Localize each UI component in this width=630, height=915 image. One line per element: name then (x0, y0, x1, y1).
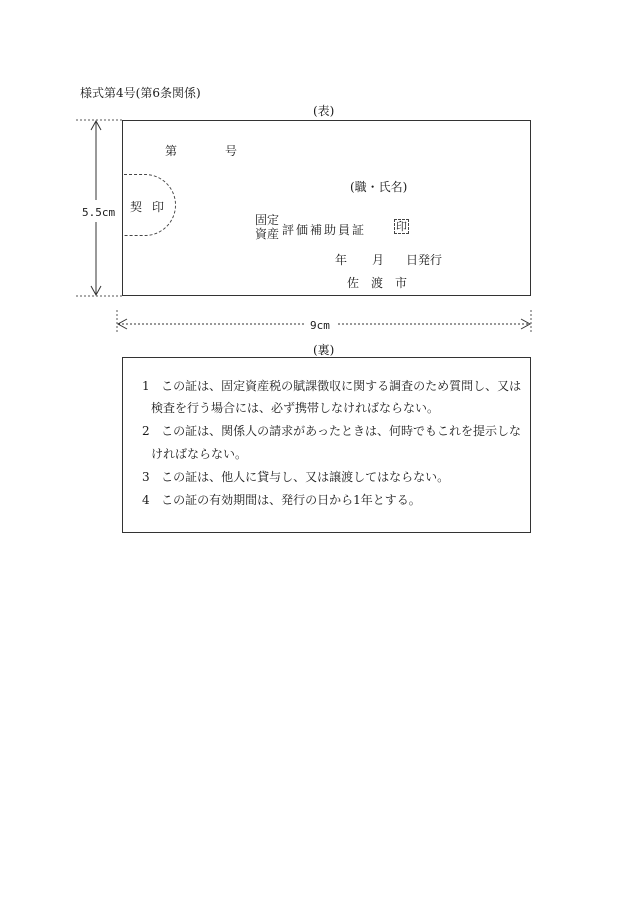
cert-prefix-line1: 固定 (255, 213, 280, 227)
city-name: 佐渡市 (347, 276, 420, 290)
number-suffix: 号 (225, 144, 238, 158)
card-front (122, 120, 531, 296)
issue-day: 日発行 (406, 253, 443, 267)
back-item-1-continuation: 検査を行う場合には、必ず携帯しなければならない。 (151, 401, 440, 415)
width-dimension-label: 9cm (304, 319, 336, 332)
item-number: 1 (142, 379, 150, 393)
item-text: この証は、固定資産税の賦課徴収に関する調査のため質問し、又は (161, 379, 522, 393)
back-item-4 (142, 492, 421, 508)
certificate-title: 評価補助員証 (282, 223, 367, 237)
position-name-field: (職・氏名) (350, 180, 408, 194)
number-prefix: 第 (165, 144, 178, 158)
tally-seal-label: 契印 (130, 200, 175, 214)
item-number: 4 (142, 493, 150, 507)
issue-month: 月 (372, 253, 385, 267)
form-title: 様式第4号(第6条関係) (80, 86, 201, 100)
item-text: この証は、他人に貸与し、又は譲渡してはならない。 (161, 470, 450, 484)
front-side-label: (表) (313, 104, 335, 118)
cert-prefix-line2: 資産 (255, 227, 280, 241)
issue-year: 年 (335, 253, 348, 267)
height-dimension-label: 5.5cm (82, 206, 116, 219)
item-number: 2 (142, 424, 150, 438)
back-item-1 (142, 378, 521, 394)
back-item-3 (142, 469, 449, 485)
back-item-2 (142, 423, 521, 439)
item-text: この証は、関係人の請求があったときは、何時でもこれを提示しな (161, 424, 521, 438)
item-number: 3 (142, 470, 150, 484)
back-side-label: (裏) (313, 343, 335, 357)
official-stamp: 印 (396, 220, 407, 233)
back-item-2-continuation: ければならない。 (151, 447, 248, 461)
item-text: この証の有効期間は、発行の日から1年とする。 (161, 493, 421, 507)
